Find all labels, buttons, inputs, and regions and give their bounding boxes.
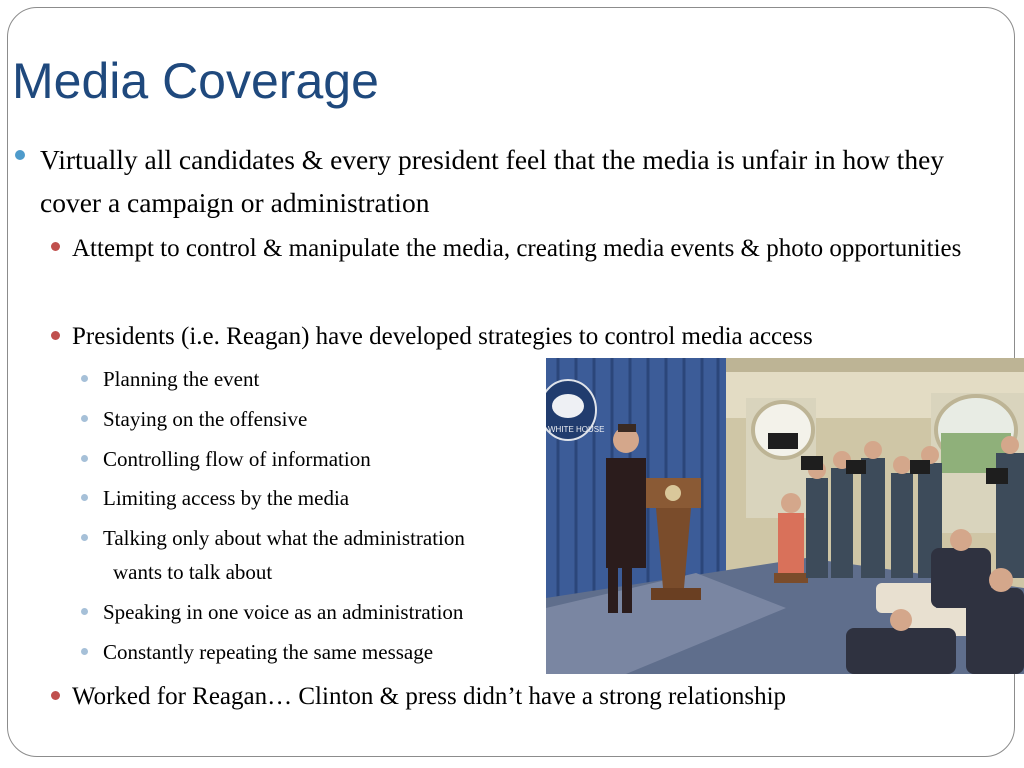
- bullet-dot: [51, 331, 60, 340]
- strategy-item: Speaking in one voice as an administration: [103, 600, 464, 624]
- strategy-item: Constantly repeating the same message: [103, 640, 434, 664]
- photo-illustration: [546, 358, 1024, 674]
- bullet-dot: [81, 534, 88, 541]
- bullet-dot: [81, 494, 88, 501]
- bullet-dot: [15, 150, 25, 160]
- sub-bullet-strategies: Presidents (i.e. Reagan) have developed strategies to control media access: [72, 323, 813, 350]
- strategy-item: Planning the event: [103, 367, 260, 391]
- press-conference-photo: [546, 358, 1024, 674]
- bullet-dot: [51, 691, 60, 700]
- bullet-dot: [51, 242, 60, 251]
- strategy-item: Talking only about what the administration: [103, 526, 465, 550]
- strategy-item: Controlling flow of information: [103, 447, 371, 471]
- bullet-dot: [81, 648, 88, 655]
- strategy-item: Staying on the offensive: [103, 407, 308, 431]
- bullet-dot: [81, 415, 88, 422]
- strategy-item: Limiting access by the media: [103, 486, 350, 510]
- slide-title: Media Coverage: [12, 53, 379, 109]
- sub-bullet-media-events: Attempt to control & manipulate the media, creating media events & photo opportunities: [72, 235, 962, 262]
- bullet-dot: [81, 608, 88, 615]
- sub-bullet-clinton: Worked for Reagan… Clinton & press didn’t have a strong relationship: [72, 683, 787, 710]
- main-bullet-text: Virtually all candidates & every president feel that the media is unfair in how they cover a campaign or administration: [40, 144, 945, 218]
- bullet-dot: [81, 455, 88, 462]
- seal-text: WHITE HOUSE: [548, 425, 605, 434]
- strategy-item-continued: wants to talk about: [113, 560, 273, 584]
- bullet-dot: [81, 375, 88, 382]
